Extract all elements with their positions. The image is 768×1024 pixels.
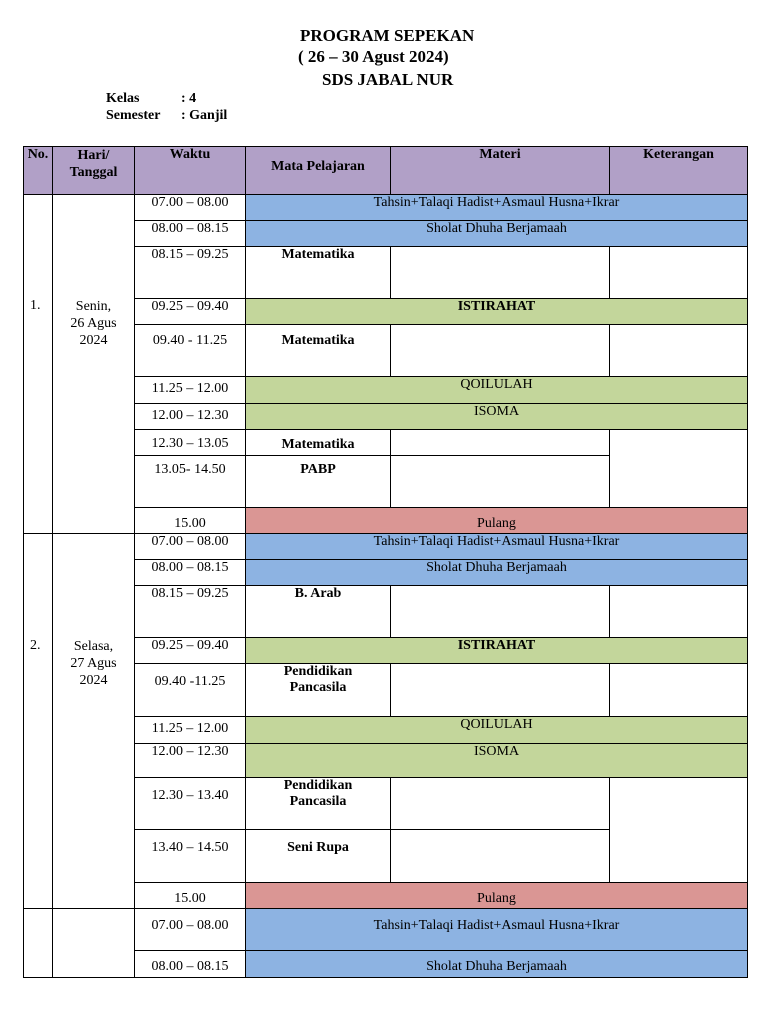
time-cell: 08.15 – 09.25 <box>135 247 246 299</box>
time-cell: 08.00 – 08.15 <box>135 221 246 247</box>
col-no: No. <box>24 147 53 195</box>
activity-tahsin: Tahsin+Talaqi Hadist+Asmaul Husna+Ikrar <box>246 195 748 221</box>
subject-cell: B. Arab <box>246 586 391 638</box>
time-cell: 12.00 – 12.30 <box>135 404 246 430</box>
materi-cell <box>391 664 610 717</box>
document-title: PROGRAM SEPEKAN <box>300 26 475 45</box>
col-waktu: Waktu <box>135 147 246 195</box>
day-date: Senin, 26 Agus 2024 <box>53 195 135 534</box>
materi-cell <box>391 247 610 299</box>
subject-cell: PABP <box>246 456 391 508</box>
day-date <box>53 909 135 978</box>
time-cell: 08.00 – 08.15 <box>135 951 246 978</box>
subject-line-1: Pendidikan <box>283 778 353 793</box>
schedule-table <box>23 146 748 978</box>
time-cell: 12.30 – 13.05 <box>135 430 246 456</box>
materi-cell <box>391 430 610 456</box>
subject-cell <box>246 778 391 830</box>
materi-cell <box>391 456 610 508</box>
materi-cell <box>391 586 610 638</box>
keterangan-cell <box>610 247 748 299</box>
subject-line-2: Pancasila <box>289 794 347 809</box>
materi-cell <box>391 325 610 377</box>
col-hari: Hari/ Tanggal <box>53 147 135 195</box>
keterangan-cell <box>610 664 748 717</box>
activity-dhuha: Sholat Dhuha Berjamaah <box>246 951 748 978</box>
subject-cell: Matematika <box>246 325 391 377</box>
school-name: SDS JABAL NUR <box>322 70 454 89</box>
time-cell: 07.00 – 08.00 <box>135 195 246 221</box>
time-cell: 13.05- 14.50 <box>135 456 246 508</box>
day-number: 1. <box>24 195 53 534</box>
activity-pulang: Pulang <box>246 508 748 534</box>
col-keterangan: Keterangan <box>610 147 748 195</box>
time-cell: 13.40 – 14.50 <box>135 830 246 883</box>
col-materi: Materi <box>391 147 610 195</box>
table-row <box>24 195 748 221</box>
keterangan-cell <box>610 778 748 883</box>
activity-dhuha: Sholat Dhuha Berjamaah <box>246 560 748 586</box>
day-number <box>24 909 53 978</box>
activity-qoilulah: QOILULAH <box>246 377 748 404</box>
subject-cell: Seni Rupa <box>246 830 391 883</box>
col-mapel: Mata Pelajaran <box>246 147 391 195</box>
activity-dhuha: Sholat Dhuha Berjamaah <box>246 221 748 247</box>
time-cell: 07.00 – 08.00 <box>135 909 246 951</box>
time-cell: 11.25 – 12.00 <box>135 377 246 404</box>
keterangan-cell <box>610 325 748 377</box>
activity-qoilulah: QOILULAH <box>246 717 748 744</box>
kelas-label: Kelas <box>106 91 140 106</box>
time-cell: 11.25 – 12.00 <box>135 717 246 744</box>
keterangan-cell <box>610 430 748 508</box>
subject-line-2: Pancasila <box>289 680 347 695</box>
subject-line-1: Pendidikan <box>283 664 353 679</box>
semester-label: Semester <box>106 108 161 123</box>
activity-pulang: Pulang <box>246 883 748 909</box>
time-cell: 09.40 - 11.25 <box>135 325 246 377</box>
activity-istirahat: ISTIRAHAT <box>246 638 748 664</box>
time-cell: 09.25 – 09.40 <box>135 299 246 325</box>
semester-value: : Ganjil <box>181 108 228 123</box>
subject-cell <box>246 664 391 717</box>
subject-cell: Matematika <box>246 247 391 299</box>
kelas-value: : 4 <box>181 91 197 106</box>
materi-cell <box>391 830 610 883</box>
activity-isoma: ISOMA <box>246 404 748 430</box>
day-date: Selasa, 27 Agus 2024 <box>53 534 135 909</box>
time-cell: 12.30 – 13.40 <box>135 778 246 830</box>
time-cell: 09.40 -11.25 <box>135 664 246 717</box>
activity-isoma: ISOMA <box>246 744 748 778</box>
activity-tahsin: Tahsin+Talaqi Hadist+Asmaul Husna+Ikrar <box>246 909 748 951</box>
table-header-row <box>24 147 748 195</box>
activity-tahsin: Tahsin+Talaqi Hadist+Asmaul Husna+Ikrar <box>246 534 748 560</box>
activity-istirahat: ISTIRAHAT <box>246 299 748 325</box>
table-row <box>24 909 748 951</box>
time-cell: 08.00 – 08.15 <box>135 560 246 586</box>
time-cell: 08.15 – 09.25 <box>135 586 246 638</box>
table-row <box>24 534 748 560</box>
subject-cell: Matematika <box>246 430 391 456</box>
time-cell: 07.00 – 08.00 <box>135 534 246 560</box>
keterangan-cell <box>610 586 748 638</box>
time-cell: 09.25 – 09.40 <box>135 638 246 664</box>
materi-cell <box>391 778 610 830</box>
time-cell: 12.00 – 12.30 <box>135 744 246 778</box>
time-cell: 15.00 <box>135 883 246 909</box>
day-number: 2. <box>24 534 53 909</box>
time-cell: 15.00 <box>135 508 246 534</box>
date-range: ( 26 – 30 Agust 2024) <box>298 47 449 66</box>
